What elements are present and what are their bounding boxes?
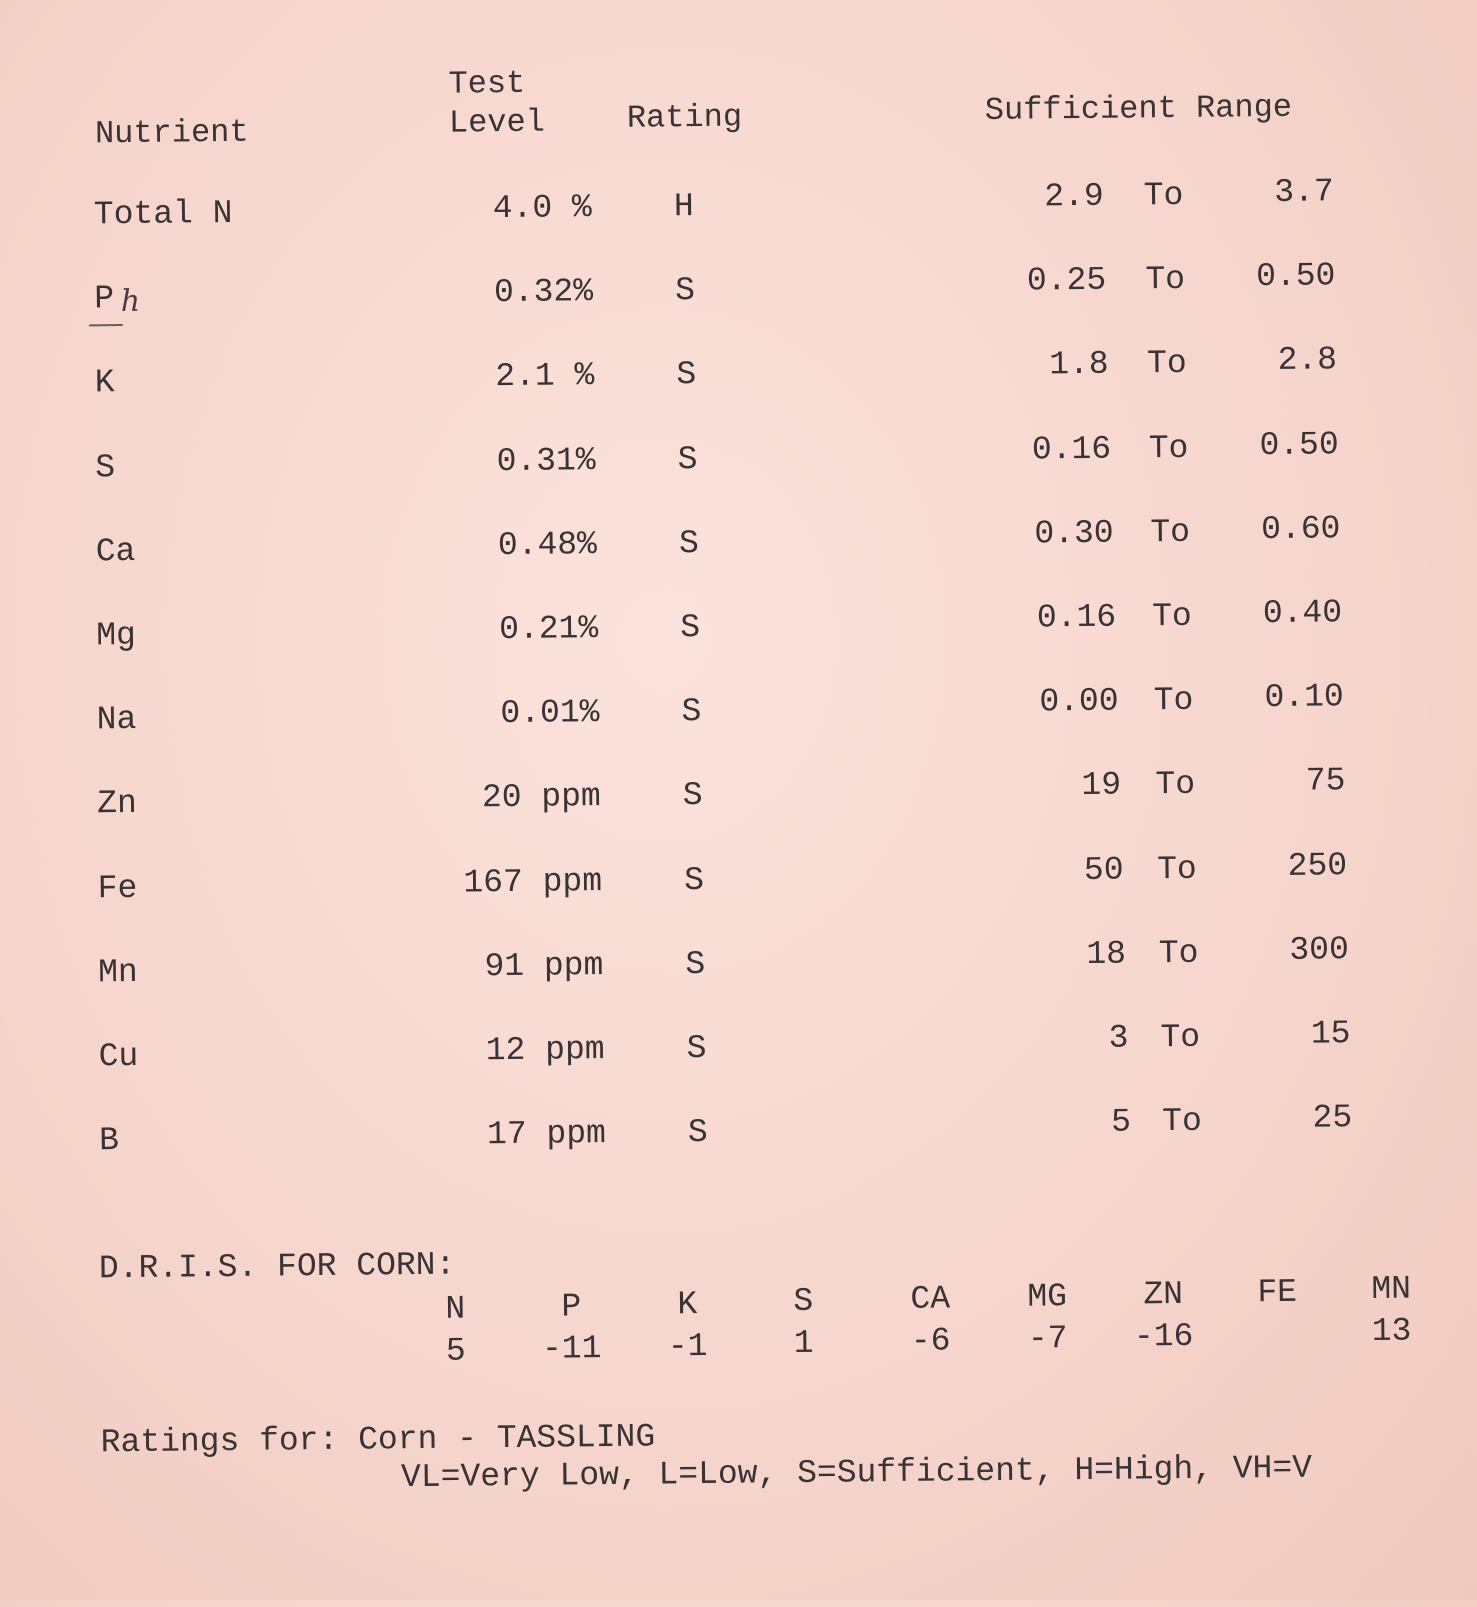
test-level: 0.32% — [493, 273, 594, 312]
range-high: 75 — [1305, 762, 1346, 801]
range-high: 2.8 — [1277, 341, 1338, 380]
range-high: 15 — [1310, 1015, 1351, 1053]
range-to: To — [1148, 429, 1189, 467]
range-low: 0.30 — [1034, 514, 1114, 553]
rating: S — [682, 777, 703, 815]
dris-value: -1 — [667, 1327, 708, 1365]
range-to: To — [1158, 934, 1199, 972]
rating: S — [680, 608, 701, 647]
range-to: To — [1161, 1102, 1202, 1141]
test-level: 2.1 % — [495, 357, 595, 396]
range-high: 3.7 — [1274, 173, 1334, 211]
dris-label: P — [561, 1288, 582, 1326]
range-to: To — [1146, 345, 1187, 383]
header-rating: Rating — [626, 98, 743, 137]
dris-label: S — [793, 1283, 814, 1321]
range-low: 0.16 — [1031, 430, 1112, 469]
nutrient-name: S — [95, 448, 116, 486]
rating: S — [681, 693, 702, 731]
dris-label: MN — [1371, 1270, 1412, 1309]
range-low: 0.25 — [1026, 261, 1107, 300]
nutrient-name: Fe — [97, 869, 138, 907]
range-to: To — [1151, 597, 1192, 636]
nutrient-name: Ca — [95, 532, 136, 571]
header-sufficient-range: Sufficient Range — [984, 88, 1293, 129]
dris-label: MG — [1027, 1278, 1068, 1316]
rating: S — [685, 945, 706, 983]
nutrient-name: P — [94, 280, 115, 318]
nutrient-name: Total N — [93, 194, 233, 234]
test-level: 17 ppm — [486, 1115, 607, 1154]
dris-label: ZN — [1143, 1275, 1184, 1314]
dris-value: -11 — [541, 1329, 602, 1368]
rating: H — [673, 188, 694, 226]
range-low: 3 — [1108, 1019, 1129, 1057]
range-low: 1.8 — [1049, 346, 1109, 384]
rating: S — [687, 1114, 708, 1152]
dris-label: CA — [910, 1280, 951, 1319]
range-to: To — [1150, 513, 1191, 552]
header-nutrient: Nutrient — [94, 113, 249, 153]
ratings-title: Ratings for: Corn - TASSLING — [100, 1418, 656, 1462]
range-low: 50 — [1083, 851, 1124, 889]
nutrient-name: Zn — [97, 785, 137, 823]
dris-value: 1 — [793, 1325, 814, 1363]
dris-title: D.R.I.S. FOR CORN: — [98, 1246, 456, 1288]
range-low: 19 — [1081, 766, 1122, 805]
range-low: 2.9 — [1044, 177, 1104, 216]
range-high: 0.40 — [1262, 594, 1343, 633]
range-to: To — [1143, 176, 1184, 215]
range-high: 300 — [1289, 931, 1349, 969]
ratings-legend: VL=Very Low, L=Low, S=Sufficient, H=High, VH=V — [400, 1449, 1313, 1497]
range-high: 0.50 — [1259, 425, 1339, 464]
range-high: 0.10 — [1264, 678, 1344, 717]
range-low: 5 — [1110, 1103, 1132, 1141]
dris-value: 13 — [1371, 1312, 1412, 1351]
range-high: 250 — [1287, 846, 1348, 885]
test-level: 20 ppm — [481, 778, 601, 817]
range-low: 18 — [1086, 935, 1127, 973]
rating: S — [683, 861, 705, 899]
nutrient-name: Na — [96, 701, 137, 739]
nutrient-name: B — [98, 1122, 120, 1160]
nutrient-name: Cu — [98, 1037, 139, 1076]
rating: S — [686, 1029, 707, 1068]
handwritten-mark: h — [120, 283, 141, 320]
header-test-level-line2: Level — [448, 103, 546, 142]
test-level: 0.21% — [498, 610, 599, 649]
dris-label: FE — [1257, 1273, 1298, 1311]
dris-value — [1222, 1317, 1332, 1318]
dris-value: -16 — [1133, 1317, 1194, 1356]
range-low: 0.16 — [1036, 598, 1117, 637]
range-to: To — [1145, 261, 1186, 299]
rating: S — [676, 356, 697, 394]
rating: S — [677, 440, 698, 478]
range-to: To — [1155, 766, 1196, 804]
test-level: 12 ppm — [485, 1031, 605, 1070]
dris-label: K — [677, 1285, 698, 1323]
range-to: To — [1160, 1018, 1201, 1057]
dris-value: -7 — [1027, 1320, 1068, 1358]
rating: S — [674, 272, 696, 310]
rating: S — [678, 524, 700, 563]
nutrient-name: Mn — [97, 953, 138, 992]
dris-value: -6 — [910, 1322, 951, 1361]
range-to: To — [1153, 682, 1194, 720]
range-high: 25 — [1312, 1099, 1353, 1137]
range-low: 0.00 — [1039, 682, 1119, 721]
test-level: 0.01% — [500, 694, 600, 733]
handwritten-underline — [89, 324, 123, 326]
nutrient-name: Mg — [96, 616, 137, 655]
test-level: 0.48% — [497, 525, 598, 564]
test-level: 0.31% — [496, 441, 596, 480]
test-level: 4.0 % — [492, 189, 592, 228]
nutrient-name: K — [94, 364, 115, 402]
test-level: 167 ppm — [463, 862, 603, 902]
dris-value: 5 — [445, 1332, 466, 1370]
header-test-level-line1: Test — [448, 64, 526, 103]
range-high: 0.60 — [1260, 510, 1341, 548]
range-to: To — [1156, 850, 1197, 888]
test-level: 91 ppm — [484, 946, 604, 986]
range-high: 0.50 — [1255, 257, 1336, 296]
dris-label: N — [445, 1290, 466, 1328]
